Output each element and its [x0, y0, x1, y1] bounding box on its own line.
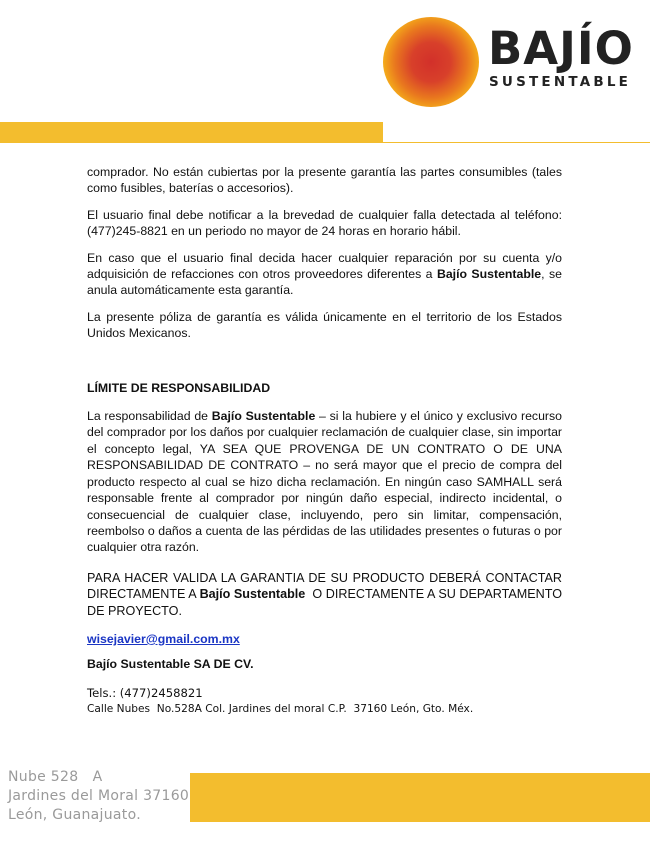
- footer-line-1: Nube 528 A: [8, 769, 103, 785]
- document-body: [87, 164, 566, 717]
- paragraph-notification: El usuario final debe notificar a la brevedad de cualquier falla detectada al teléfono: (477)245-8821 en un periodo no mayor de 24 horas en horario hábil.: [87, 207, 562, 239]
- address-line: Calle Nubes No.528A Col. Jardines del moral C.P. 37160 León, Gto. Méx.: [87, 702, 474, 715]
- company-name: Bajío Sustentable SA DE CV.: [87, 657, 254, 672]
- footer-address: [8, 768, 189, 825]
- footer-accent-bar: [190, 773, 650, 822]
- logo-brand-text: BAJÍO: [488, 22, 634, 75]
- logo-subtitle-text: SUSTENTABLE: [489, 74, 632, 90]
- paragraph-territory: La presente póliza de garantía es válida únicamente en el territorio de los Estados Unidos Mexicanos.: [87, 309, 562, 341]
- bajio-sustentable-logo: [383, 14, 648, 108]
- paragraph-consumables: comprador. No están cubiertas por la presente garantía las partes consumibles (tales como fusibles, baterías o accesorios).: [87, 165, 562, 196]
- paragraph-contact-instruction: PARA HACER VALIDA LA GARANTIA DE SU PRODUCTO DEBERÁ CONTACTAR DIRECTAMENTE A Bajío Sustentable O DIRECTAMENTE A SU DEPARTAMENTO DE PROYECTO.: [87, 570, 566, 618]
- footer-line-2: Jardines del Moral 37160: [8, 788, 190, 804]
- email-link[interactable]: wisejavier@gmail.com.mx: [87, 631, 240, 646]
- sun-logo-icon: [383, 17, 479, 107]
- phone-number: Tels.: (477)2458821: [87, 685, 203, 700]
- section-heading: LÍMITE DE RESPONSABILIDAD: [87, 380, 271, 395]
- paragraph-repair-void: En caso que el usuario final decida hacer cualquier reparación por su cuenta y/o adquisición de refacciones con otros proveedores diferentes a Bajío Sustentable, se anula automáticamente esta garantía.: [87, 250, 562, 298]
- footer-line-3: León, Guanajuato.: [8, 807, 141, 823]
- paragraph-liability: La responsabilidad de Bajío Sustentable – si la hubiere y el único y exclusivo recurso del comprador por los daños por cualquier reclamación de cualquier clase, sin importar el concepto legal, YA SEA QUE PROVENGA DE UN CONTRATO O DE UNA RESPONSABILIDAD DE CONTRATO – no será mayor que el precio de compra del producto respecto al cual se hizo dicha reclamación. En ningún caso SAMHALL será responsable frente al comprador por ningún daño especial, indirecto incidental, o consecuencial de cualquier clase, incluyendo, pero sin limitar, compensación, reembolso o daños a cuenta de las pérdidas de las utilidades presentes o futuras o por cualquier otra razón.: [87, 409, 562, 555]
- header-accent-line: [383, 142, 650, 143]
- header-accent-bar: [0, 122, 383, 143]
